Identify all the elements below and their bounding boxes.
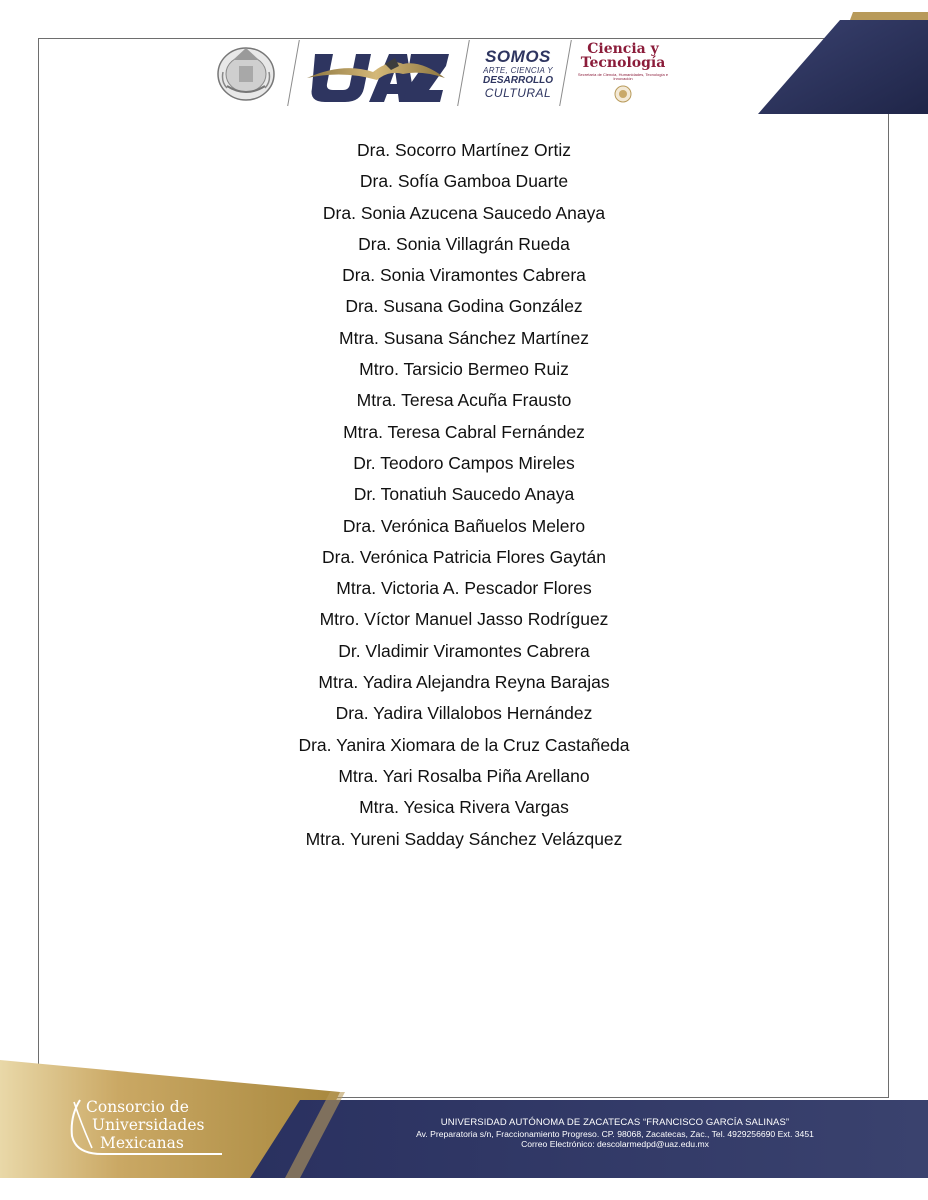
ciencia-tecnologia-logo xyxy=(571,42,675,103)
list-item: Mtra. Victoria A. Pescador Flores xyxy=(336,578,592,599)
list-item: Dra. Verónica Patricia Flores Gaytán xyxy=(321,546,606,567)
list-item: Dra. Verónica Bañuelos Melero xyxy=(342,515,586,536)
list-item: Mtra. Yesica Rivera Vargas xyxy=(359,797,569,818)
cyt-line1: Ciencia y xyxy=(587,41,659,57)
footer-contact xyxy=(370,1118,860,1150)
list-item: Mtra. Yari Rosalba Piña Arellano xyxy=(338,765,590,786)
list-item: Dra. Sofía Gamboa Duarte xyxy=(359,171,569,192)
list-item: Mtra. Yureni Sadday Sánchez Velázquez xyxy=(305,828,623,849)
list-item: Mtro. Tarsicio Bermeo Ruiz xyxy=(359,359,569,380)
list-item: Mtra. Susana Sánchez Martínez xyxy=(339,327,589,348)
header-separator xyxy=(287,40,300,106)
list-item: Dra. Sonia Viramontes Cabrera xyxy=(342,265,586,286)
footer-email: Correo Electrónico: descolarmedpd@uaz.edu.mx xyxy=(521,1139,709,1149)
list-item: Mtra. Teresa Acuña Frausto xyxy=(356,390,572,411)
list-item: Mtro. Víctor Manuel Jasso Rodríguez xyxy=(319,609,609,630)
footer-university: UNIVERSIDAD AUTÓNOMA DE ZACATECAS “FRANCISCO GARCÍA SALINAS” xyxy=(440,1117,790,1128)
somos-line4: CULTURAL xyxy=(484,86,552,100)
list-item: Dra. Sonia Villagrán Rueda xyxy=(358,233,570,254)
somos-line2: ARTE, CIENCIA Y xyxy=(483,66,553,75)
footer-address: Av. Preparatoria s/n, Fraccionamiento Progreso. CP. 98068, Zacatecas, Zac., Tel. 4929256690 Ext. 3451 xyxy=(416,1128,814,1139)
somos-line3: DESARROLLO xyxy=(483,75,553,86)
list-item: Dra. Sonia Azucena Saucedo Anaya xyxy=(322,202,606,223)
consorcio-line1: Consorcio de xyxy=(86,1098,189,1116)
list-item: Dra. Yanira Xiomara de la Cruz Castañeda xyxy=(298,734,630,755)
consorcio-line3: Mexicanas xyxy=(100,1134,184,1152)
cyt-line3: Secretaría de Ciencia, Humanidades, Tecnología e Innovación xyxy=(577,71,669,82)
national-emblem-icon xyxy=(614,85,632,103)
uaz-logo-icon xyxy=(303,44,453,104)
consorcio-line2: Universidades xyxy=(92,1116,205,1134)
consorcio-label xyxy=(86,1098,204,1152)
corner-banner xyxy=(758,12,928,114)
somos-line1: SOMOS xyxy=(485,47,551,66)
somos-logo xyxy=(473,48,563,99)
header-separator xyxy=(457,40,470,106)
list-item: Mtra. Yadira Alejandra Reyna Barajas xyxy=(318,672,610,693)
names-list xyxy=(0,137,928,857)
cyt-line2: Tecnología xyxy=(580,55,666,71)
list-item: Dr. Teodoro Campos Mireles xyxy=(353,452,575,473)
list-item: Dra. Yadira Villalobos Hernández xyxy=(335,703,593,724)
list-item: Mtra. Teresa Cabral Fernández xyxy=(343,421,585,442)
list-item: Dr. Tonatiuh Saucedo Anaya xyxy=(353,484,575,505)
header-logos xyxy=(205,40,675,110)
list-item: Dr. Vladimir Viramontes Cabrera xyxy=(338,640,590,661)
list-item: Dra. Socorro Martínez Ortiz xyxy=(357,140,571,160)
list-item: Dra. Susana Godina González xyxy=(345,296,583,317)
university-seal-icon xyxy=(213,42,279,102)
